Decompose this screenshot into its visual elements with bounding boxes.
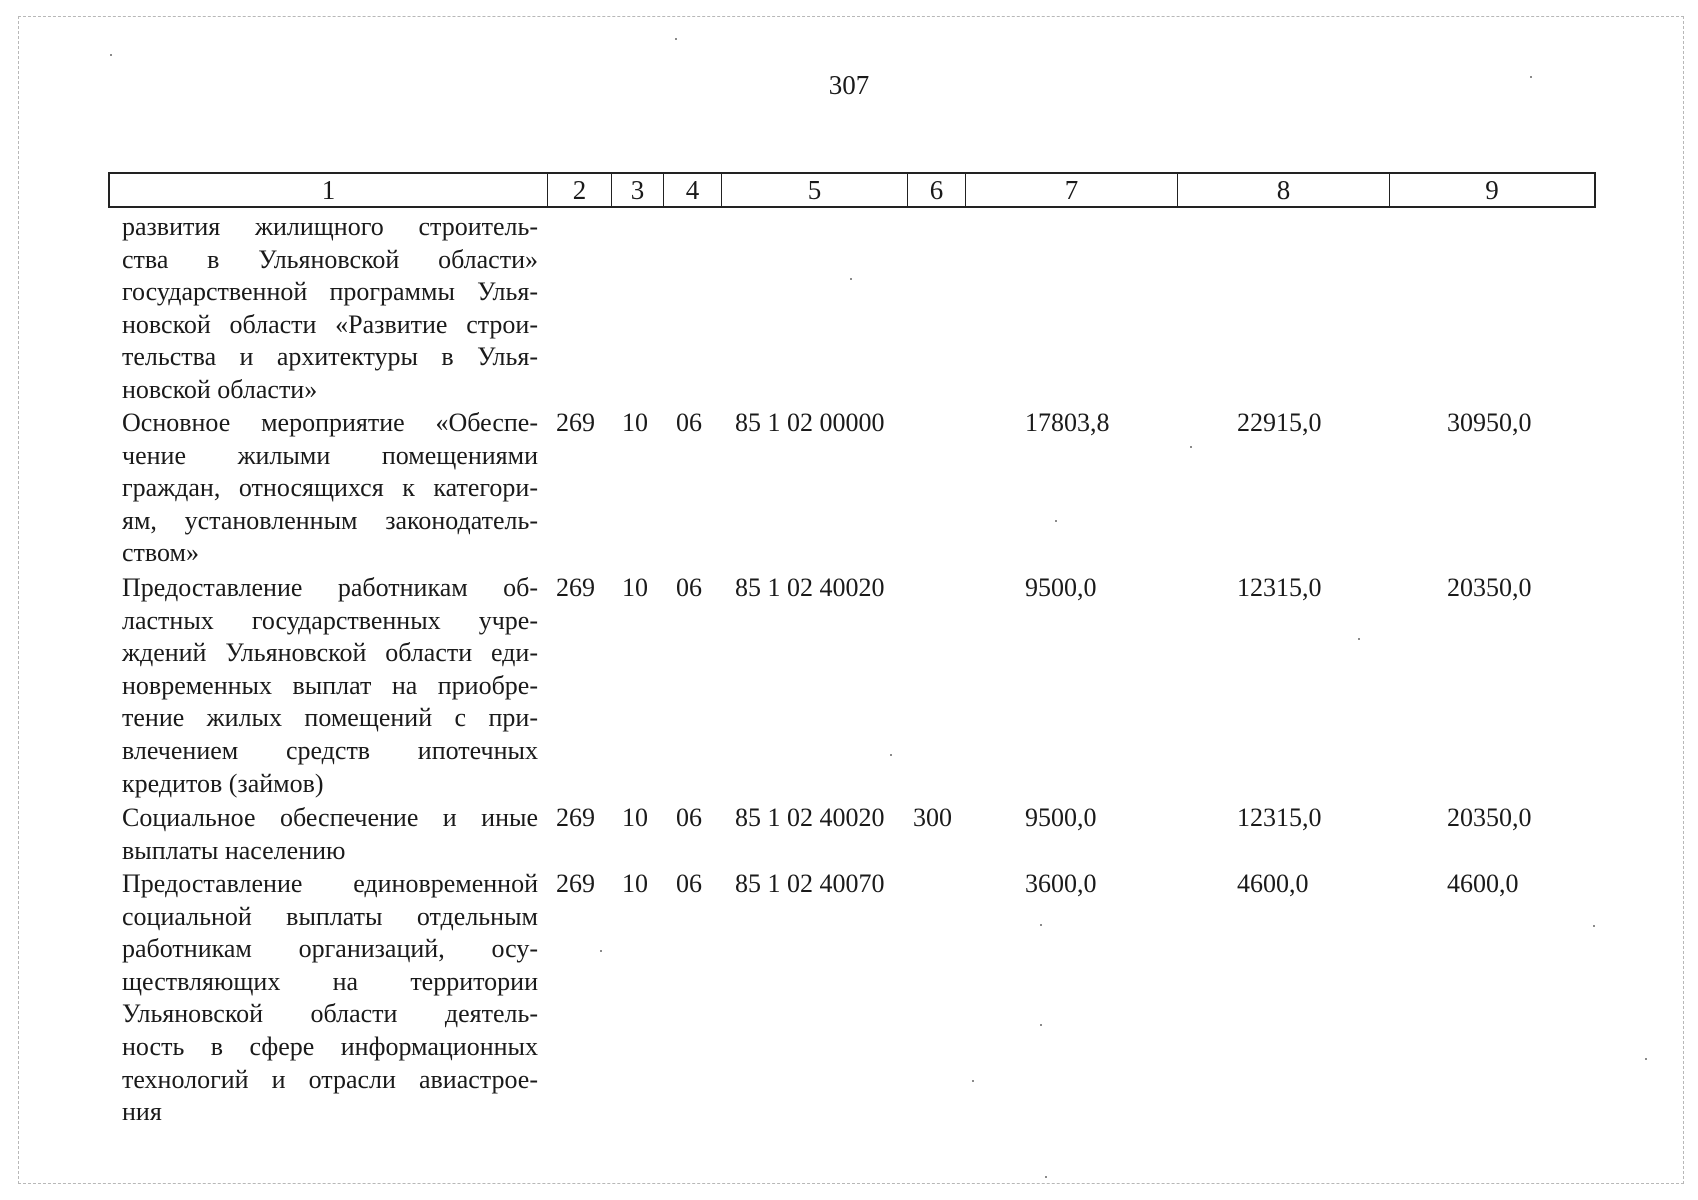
scan-speck: [1190, 446, 1192, 448]
scan-speck: [1055, 520, 1057, 522]
cell-section: 10: [622, 869, 648, 898]
description-line: чение жилыми помещениями: [122, 440, 538, 470]
scan-speck: [600, 950, 602, 952]
cell-expense-type: 300: [913, 803, 952, 832]
description-line: выплаты населению: [122, 835, 346, 865]
cell-ministry-code: 269: [556, 869, 595, 898]
cell-ministry-code: 269: [556, 573, 595, 602]
column-header-2: 2: [548, 174, 612, 206]
cell-subsection: 06: [676, 869, 702, 898]
cell-section: 10: [622, 803, 648, 832]
cell-amount-8: 22915,0: [1237, 408, 1322, 437]
description-line: ществляющих на территории: [122, 966, 538, 996]
scan-speck: [675, 38, 677, 40]
cell-section: 10: [622, 408, 648, 437]
scan-speck: [1358, 638, 1360, 640]
description-line: тение жилых помещений с при-: [122, 703, 538, 733]
column-header-9: 9: [1485, 175, 1499, 205]
description-line: ства в Ульяновской области»: [122, 244, 538, 274]
column-header-3: 3: [612, 174, 664, 206]
page-number: 307: [828, 70, 870, 100]
cell-subsection: 06: [676, 803, 702, 832]
column-header-4: 4: [664, 174, 722, 206]
cell-amount-9: 4600,0: [1447, 869, 1519, 898]
description-line: государственной программы Улья-: [122, 277, 538, 307]
row-description: [122, 802, 538, 867]
description-line: Социальное обеспечение и иные: [122, 803, 538, 832]
scan-speck: [890, 754, 892, 756]
cell-amount-8: 12315,0: [1237, 803, 1322, 832]
description-line: Ульяновской области деятель-: [122, 999, 538, 1029]
row-description: [122, 868, 538, 1129]
scan-speck: [1040, 1024, 1042, 1026]
cell-amount-9: 30950,0: [1447, 408, 1532, 437]
row-description: [122, 572, 538, 800]
description-line: Предоставление единовременной: [122, 869, 538, 898]
description-line: социальной выплаты отдельным: [122, 901, 538, 931]
cell-section: 10: [622, 573, 648, 602]
row-description: [122, 211, 538, 407]
scan-speck: [1593, 925, 1595, 927]
column-header-7: 7: [966, 174, 1178, 206]
cell-amount-9: 20350,0: [1447, 803, 1532, 832]
cell-amount-7: 9500,0: [1025, 803, 1097, 832]
column-header-8: 8: [1178, 174, 1390, 206]
cell-target-article: 85 1 02 40070: [735, 869, 885, 898]
cell-amount-7: 3600,0: [1025, 869, 1097, 898]
description-line: ством»: [122, 538, 199, 568]
description-line: ждений Ульяновской области еди-: [122, 638, 538, 668]
description-line: новской области»: [122, 374, 318, 404]
scan-speck: [972, 1080, 974, 1082]
scan-speck: [1040, 924, 1042, 926]
description-line: развития жилищного строитель-: [122, 212, 538, 241]
column-header-row: [108, 172, 1596, 208]
scan-speck: [1530, 76, 1532, 78]
description-line: влечением средств ипотечных: [122, 735, 538, 765]
column-header-6: 6: [908, 174, 966, 206]
description-line: ность в сфере информационных: [122, 1031, 538, 1061]
description-line: новременных выплат на приобре-: [122, 670, 538, 700]
cell-subsection: 06: [676, 573, 702, 602]
description-line: Основное мероприятие «Обеспе-: [122, 408, 538, 437]
cell-target-article: 85 1 02 00000: [735, 408, 885, 437]
cell-target-article: 85 1 02 40020: [735, 573, 885, 602]
cell-amount-9: 20350,0: [1447, 573, 1532, 602]
cell-subsection: 06: [676, 408, 702, 437]
description-line: Предоставление работникам об-: [122, 573, 538, 602]
description-line: ластных государственных учре-: [122, 605, 538, 635]
description-line: тельства и архитектуры в Улья-: [122, 342, 538, 372]
description-line: ния: [122, 1097, 162, 1127]
description-line: работникам организаций, осу-: [122, 934, 538, 964]
scan-speck: [850, 278, 852, 280]
description-line: технологий и отрасли авиастрое-: [122, 1064, 538, 1094]
column-header-5: 5: [722, 174, 908, 206]
description-line: кредитов (займов): [122, 768, 324, 798]
scan-speck: [1045, 1176, 1047, 1178]
cell-amount-8: 12315,0: [1237, 573, 1322, 602]
cell-target-article: 85 1 02 40020: [735, 803, 885, 832]
cell-amount-7: 9500,0: [1025, 573, 1097, 602]
description-line: ям, установленным законодатель-: [122, 505, 538, 535]
scan-speck: [1645, 1058, 1647, 1060]
cell-amount-7: 17803,8: [1025, 408, 1110, 437]
cell-amount-8: 4600,0: [1237, 869, 1309, 898]
column-header-1: 1: [110, 174, 548, 206]
row-description: [122, 407, 538, 570]
description-line: новской области «Развитие строи-: [122, 309, 538, 339]
scan-speck: [110, 54, 112, 56]
cell-ministry-code: 269: [556, 408, 595, 437]
description-line: граждан, относящихся к категори-: [122, 473, 538, 503]
cell-ministry-code: 269: [556, 803, 595, 832]
